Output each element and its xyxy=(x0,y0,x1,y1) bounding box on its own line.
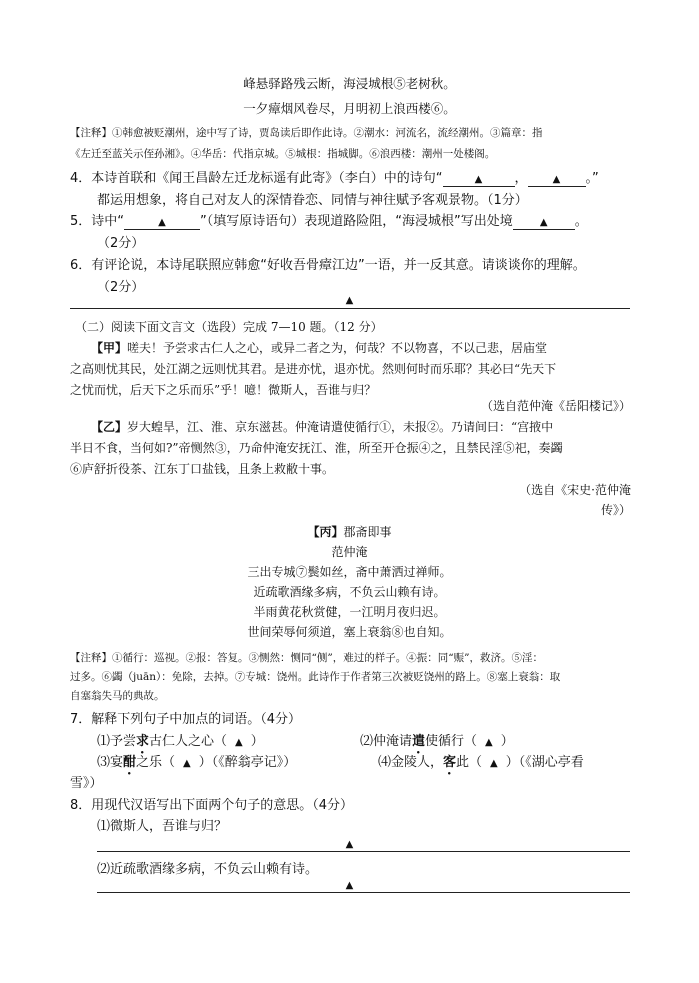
source-citation: （选自《宋史·范仲淹 xyxy=(519,483,631,497)
answer-marker: ▲ xyxy=(345,839,354,850)
question-4-text: 4．本诗首联和《闻王昌龄左迁龙标遥有此寄》（李白）中的诗句“ xyxy=(70,171,443,186)
question-7-d: ⑷金陵人，客此（ ▲ ）（《湖心亭看 xyxy=(378,755,584,770)
source-citation: 传》） xyxy=(600,503,631,517)
question-6: 6．有评论说，本诗尾联照应韩愈“好收吾骨瘴江边”一语，并一反其意。请谈谈你的理解。 xyxy=(70,258,586,273)
question-5: 5．诗中“ ▲ ”（填写原诗语句）表现道路险阻，“海浸城根”写出处境 ▲ 。 xyxy=(70,214,588,229)
annotation-line: 过多。⑥蠲（juān）：免除，去掉。⑦专城：饶州。此诗作于作者第三次被贬饶州的路上。⑧塞上衰翁：取 xyxy=(70,671,561,683)
poem-line: 近疏歌酒缘多病，不负云山赖有诗。 xyxy=(253,585,446,599)
source-citation: （选自范仲淹《岳阳楼记》） xyxy=(480,399,631,413)
answer-blank[interactable]: ▲ xyxy=(490,758,498,769)
answer-line[interactable] xyxy=(97,892,630,893)
question-4-line-2: 都运用想象，将自己对友人的深情眷恋、同情与神往赋予客观景物。（1分） xyxy=(97,193,528,208)
answer-line[interactable] xyxy=(70,308,630,309)
question-7-a: ⑴予尝求古仁人之心（ ▲ ） xyxy=(97,734,264,749)
poem-line: 世间荣辱何须道，塞上衰翁⑧也自知。 xyxy=(247,625,452,639)
passage-yi: 【乙】岁大蝗旱，江、淮、京东滋甚。仲淹请遣使循行①，未报②。乃请间曰：“宫掖中 xyxy=(91,420,554,434)
question-6-score: （2分） xyxy=(97,280,145,295)
answer-blank[interactable]: ▲ xyxy=(235,737,243,748)
poem-line-2: 一夕瘴烟风卷尽，月明初上浪西楼⑥。 xyxy=(243,101,456,116)
poem-title: 【丙】郡斋即事 xyxy=(307,525,392,539)
annotation-line: 【注释】①循行：巡视。②报：答复。③恻然：恻同“侧”，难过的样子。④振：同“赈”，救济。⑤淫： xyxy=(70,652,543,664)
question-8-sentence-2: ⑵近疏歌酒缘多病，不负云山赖有诗。 xyxy=(97,862,319,877)
answer-blank[interactable]: ▲ xyxy=(183,758,191,769)
annotation-line: 《左迁至蓝关示侄孙湘》。④华岳：代指京城。⑤城根：指城脚。⑥浪西楼：潮州一处楼阁。 xyxy=(70,148,496,160)
answer-marker: ▲ xyxy=(345,880,354,891)
answer-blank[interactable]: ▲ xyxy=(528,171,586,187)
answer-line[interactable] xyxy=(97,851,630,852)
question-8: 8．用现代汉语写出下面两个句子的意思。（4分） xyxy=(70,798,354,813)
question-5-score: （2分） xyxy=(97,236,145,251)
annotation-line: 自塞翁失马的典故。 xyxy=(70,690,165,702)
poem-line: 半雨黄花秋赏健，一江明月夜归迟。 xyxy=(253,605,446,619)
passage-jia: 【甲】嗟夫！予尝求古仁人之心，或异二者之为，何哉？不以物喜，不以己悲，居庙堂 xyxy=(91,341,548,355)
answer-blank[interactable]: ▲ xyxy=(124,214,200,230)
answer-blank[interactable]: ▲ xyxy=(485,737,493,748)
passage-yi-line: 半日不食，当何如?”帝恻然③，乃命仲淹安抚江、淮，所至开仓振④之，且禁民淫⑤祀，奏蠲 xyxy=(70,441,563,455)
question-4: 4．本诗首联和《闻王昌龄左迁龙标遥有此寄》（李白）中的诗句“ ▲ ， ▲ 。” xyxy=(70,171,599,186)
passage-yi-line: ⑥庐舒折役茶、江东丁口盐钱，且条上救敝十事。 xyxy=(70,462,335,476)
passage-jia-line: 之高则忧其民，处江湖之远则忧其君。是进亦忧，退亦忧。然则何时而乐耶？其必曰“先天下 xyxy=(70,362,557,376)
passage-jia-line: 之忧而忧，后天下之乐而乐”乎！噫！微斯人，吾谁与归？ xyxy=(70,383,377,397)
question-7-d-cont: 雪》） xyxy=(70,776,103,791)
question-7-c: ⑶宴酣之乐（ ▲ ）（《醉翁亭记》） xyxy=(97,755,297,770)
section-title: （二）阅读下面文言文（选段）完成 7—10 题。（12 分） xyxy=(75,320,383,334)
poem-author: 范仲淹 xyxy=(331,545,368,559)
question-7-b: ⑵仲淹请遣使循行（ ▲ ） xyxy=(360,734,514,749)
poem-line: 三出专城⑦鬓如丝，斋中萧洒过禅师。 xyxy=(247,565,452,579)
question-8-sentence-1: ⑴微斯人，吾谁与归？ xyxy=(97,819,228,834)
answer-blank[interactable]: ▲ xyxy=(443,171,515,187)
annotation-line: 【注释】①韩愈被贬潮州，途中写了诗，贾岛读后即作此诗。②潮水：河流名，流经潮州。③篇章：指 xyxy=(70,127,543,139)
poem-line-1: 峰悬驿路残云断，海浸城根⑤老树秋。 xyxy=(243,76,456,91)
question-7: 7．解释下列句子中加点的词语。（4分） xyxy=(70,712,302,727)
answer-marker: ▲ xyxy=(345,295,354,306)
answer-blank[interactable]: ▲ xyxy=(513,214,575,230)
